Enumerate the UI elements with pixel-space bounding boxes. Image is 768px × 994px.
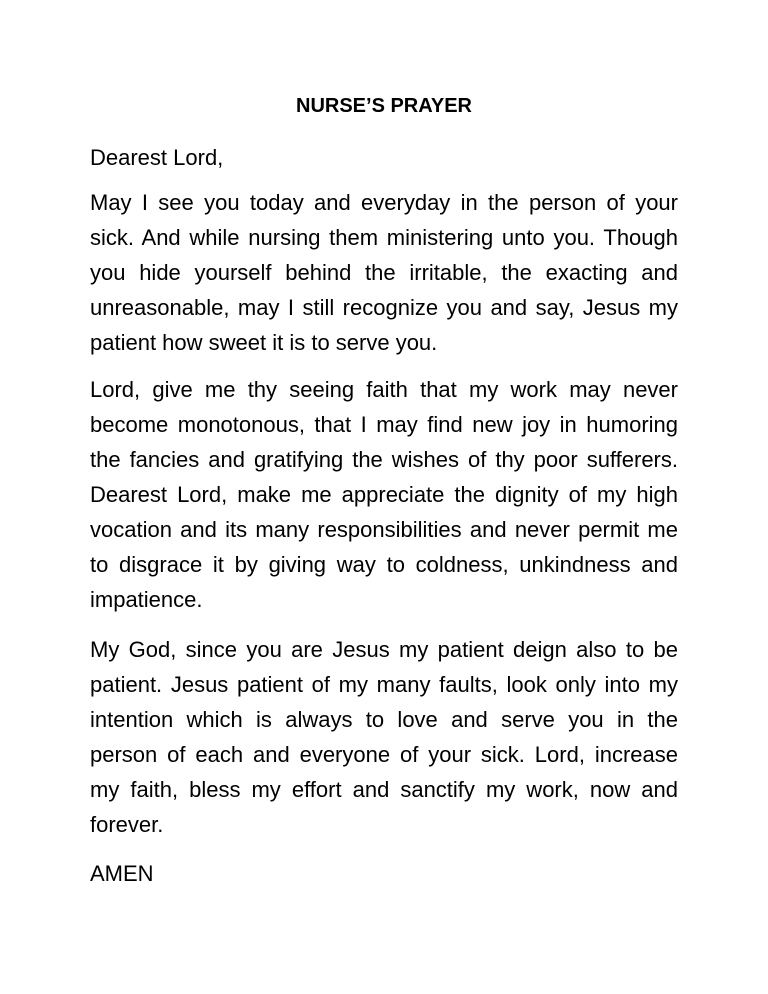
greeting: Dearest Lord, — [90, 145, 224, 170]
page-title: NURSE’S PRAYER — [296, 95, 472, 117]
paragraph-1: May I see you today and everyday in the person of your sick. And while nursing them ministering unto you. Though you hide yourself behind the irritable, the exacting and unreasonable, may I still recognize you and say, Jesus my patient how sweet it is to serve you. — [90, 190, 678, 355]
paragraph-2: Lord, give me thy seeing faith that my work may never become monotonous, that I may find new joy in humoring the fancies and gratifying the wishes of thy poor sufferers. Dearest Lord, make me appreciate the dignity of my high vocation and its many responsibilities and never permit me to disgrace it by giving way to coldness, unkindness and impatience. — [90, 377, 678, 612]
closing-amen: AMEN — [90, 861, 154, 886]
paragraph-3: My God, since you are Jesus my patient deign also to be patient. Jesus patient of my many faults, look only into my intention which is always to love and serve you in the person of each and everyone of your sick. Lord, increase my faith, bless my effort and sanctify my work, now and forever. — [90, 637, 678, 837]
